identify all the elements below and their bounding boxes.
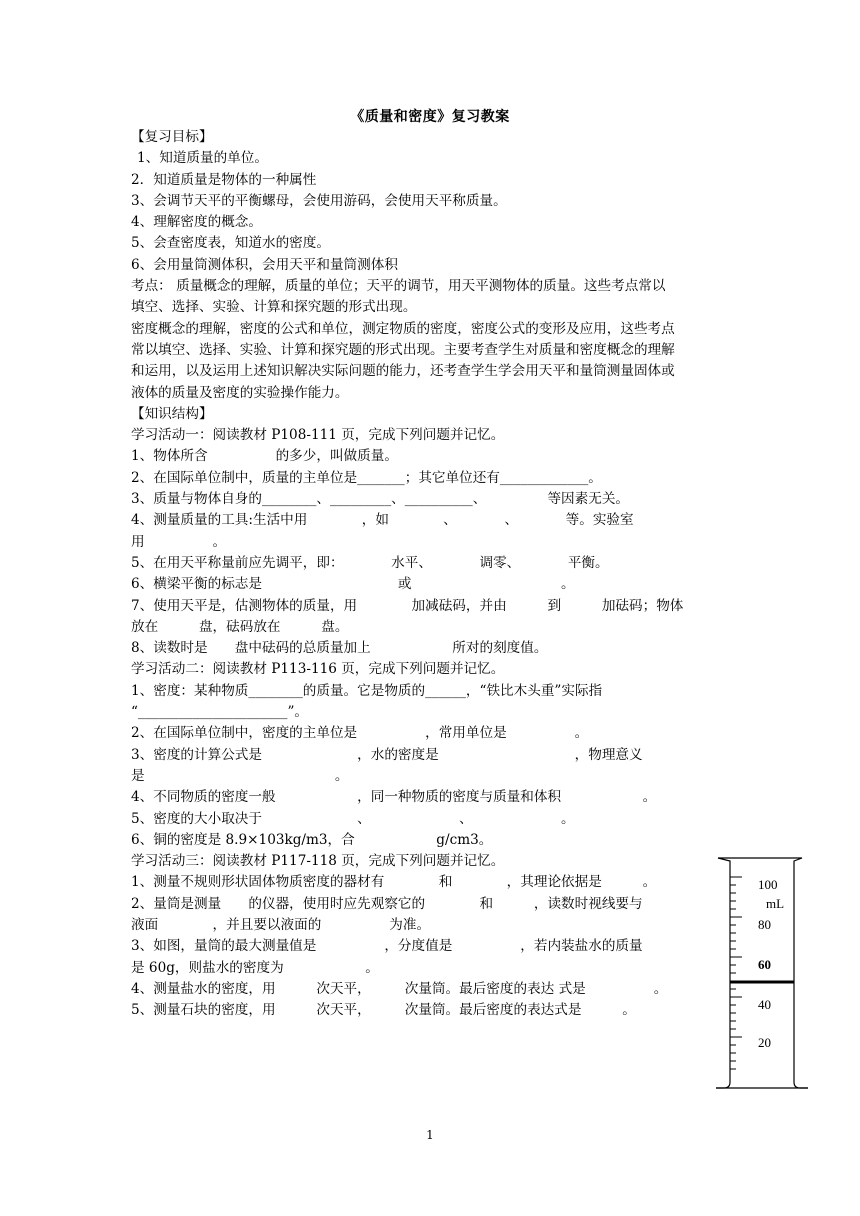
objective-item: 1、知道质量的单位。: [137, 150, 268, 167]
question-line: 3、质量与物体自身的________、_________、__________、 等因素无关。: [131, 491, 630, 508]
question-line: 是 。: [131, 767, 349, 784]
graduated-cylinder-figure: [712, 852, 822, 1092]
question-line: 5、密度的大小取决于 、 、 。: [131, 810, 575, 827]
question-line: 2、量筒是测量 的仪器，使用时应先观察它的 和 ，读数时视线要与: [131, 895, 643, 912]
question-line: 液面 ，并且要以液面的 为准。: [131, 916, 431, 933]
question-line: “______________________”。: [131, 704, 309, 721]
scale-label-100: 100: [758, 877, 778, 892]
question-line: 3、密度的计算公式是 ，水的密度是 ，物理意义: [131, 746, 643, 763]
question-line: 3、如图，量筒的最大测量值是 ，分度值是 ，若内装盐水的质量: [131, 938, 643, 955]
objective-item: 3、会调节天平的平衡螺母，会使用游码，会使用天平称质量。: [131, 192, 507, 209]
activity-heading: 学习活动一：阅读教材 P108-111 页，完成下列问题并记忆。: [131, 427, 505, 444]
question-line: 1、物体所含 的多少，叫做质量。: [131, 448, 398, 465]
document-title: 《质量和密度》复习教案: [350, 109, 510, 125]
scale-label-20: 20: [758, 1035, 771, 1050]
question-line: 是 60g，则盐水的密度为 。: [131, 959, 379, 976]
exam-point-line: 液体的质量及密度的实验操作能力。: [131, 384, 349, 401]
page-number: 1: [426, 1128, 434, 1142]
question-line: 2、在国际单位制中，质量的主单位是_______；其它单位还有_____________。: [131, 469, 602, 486]
question-line: 4、测量盐水的密度，用 次天平， 次量筒。最后密度的表达 式是 。: [131, 980, 668, 997]
question-line: 1、密度：某种物质________的质量。它是物质的______，“铁比木头重”实际指: [131, 682, 603, 699]
question-line: 5、在用天平称量前应先调平，即： 水平、 调零、 平衡。: [131, 554, 609, 571]
question-line: 6、横梁平衡的标志是 或 。: [131, 576, 575, 593]
scale-unit-label: mL: [766, 896, 785, 911]
objective-item: 6、会用量筒测体积，会用天平和量筒测体积: [131, 256, 398, 273]
exam-point-line: 考点： 质量概念的理解，质量的单位；天平的调节，用天平测物体的质量。这些考点常以: [131, 278, 666, 295]
question-line: 用 。: [131, 533, 227, 550]
exam-point-line: 和运用，以及运用上述知识解决实际问题的能力，还考查学生学会用天平和量筒测量固体或: [131, 363, 675, 380]
objective-item: 4、理解密度的概念。: [131, 214, 262, 231]
exam-point-line: 密度概念的理解，密度的公式和单位，测定物质的密度，密度公式的变形及应用，这些考点: [131, 320, 675, 337]
question-line: 8、读数时是 盘中砝码的总质量加上 所对的刻度值。: [131, 640, 548, 657]
scale-label-40: 40: [758, 997, 771, 1012]
activity-heading: 学习活动三：阅读教材 P117-118 页，完成下列问题并记忆。: [131, 853, 505, 870]
scale-label-60: 60: [758, 957, 771, 972]
question-line: 1、测量不规则形状固体物质密度的器材有 和 ，其理论依据是 。: [131, 874, 657, 891]
exam-point-line: 填空、选择、实验、计算和探究题的形式出现。: [131, 299, 417, 316]
graduated-cylinder-icon: [712, 852, 822, 1092]
cylinder-scale-ticks: [730, 877, 742, 1069]
activity-heading: 学习活动二：阅读教材 P113-116 页，完成下列问题并记忆。: [131, 661, 505, 678]
document-body: [131, 127, 731, 1021]
exam-point-line: 常以填空、选择、实验、计算和探究题的形式出现。主要考查学生对质量和密度概念的理解: [131, 341, 675, 358]
question-line: 5、测量石块的密度，用 次天平， 次量筒。最后密度的表达式是 。: [131, 1002, 636, 1019]
scale-label-80: 80: [758, 917, 771, 932]
question-line: 2、在国际单位制中，密度的主单位是 ，常用单位是 。: [131, 725, 589, 742]
question-line: 4、不同物质的密度一般 ，同一种物质的密度与质量和体积 。: [131, 789, 657, 806]
cylinder-left-wall: [716, 858, 730, 1088]
question-line: 放在 盘，砝码放在 盘。: [131, 618, 349, 635]
question-line: 4、测量质量的工具:生活中用 ，如 、 、 等。实验室: [131, 512, 634, 529]
objective-item: 2．知道质量是物体的一种属性: [131, 171, 317, 188]
objective-item: 5、会查密度表，知道水的密度。: [131, 235, 330, 252]
question-line: 7、使用天平是，估测物体的质量，用 加减砝码，并由 到 加砝码；物体: [131, 597, 684, 614]
section-heading: 【知识结构】: [131, 405, 213, 422]
question-line: 6、铜的密度是 8.9×103kg/m3，合 g/cm3。: [131, 831, 493, 848]
section-heading: 【复习目标】: [131, 129, 213, 145]
